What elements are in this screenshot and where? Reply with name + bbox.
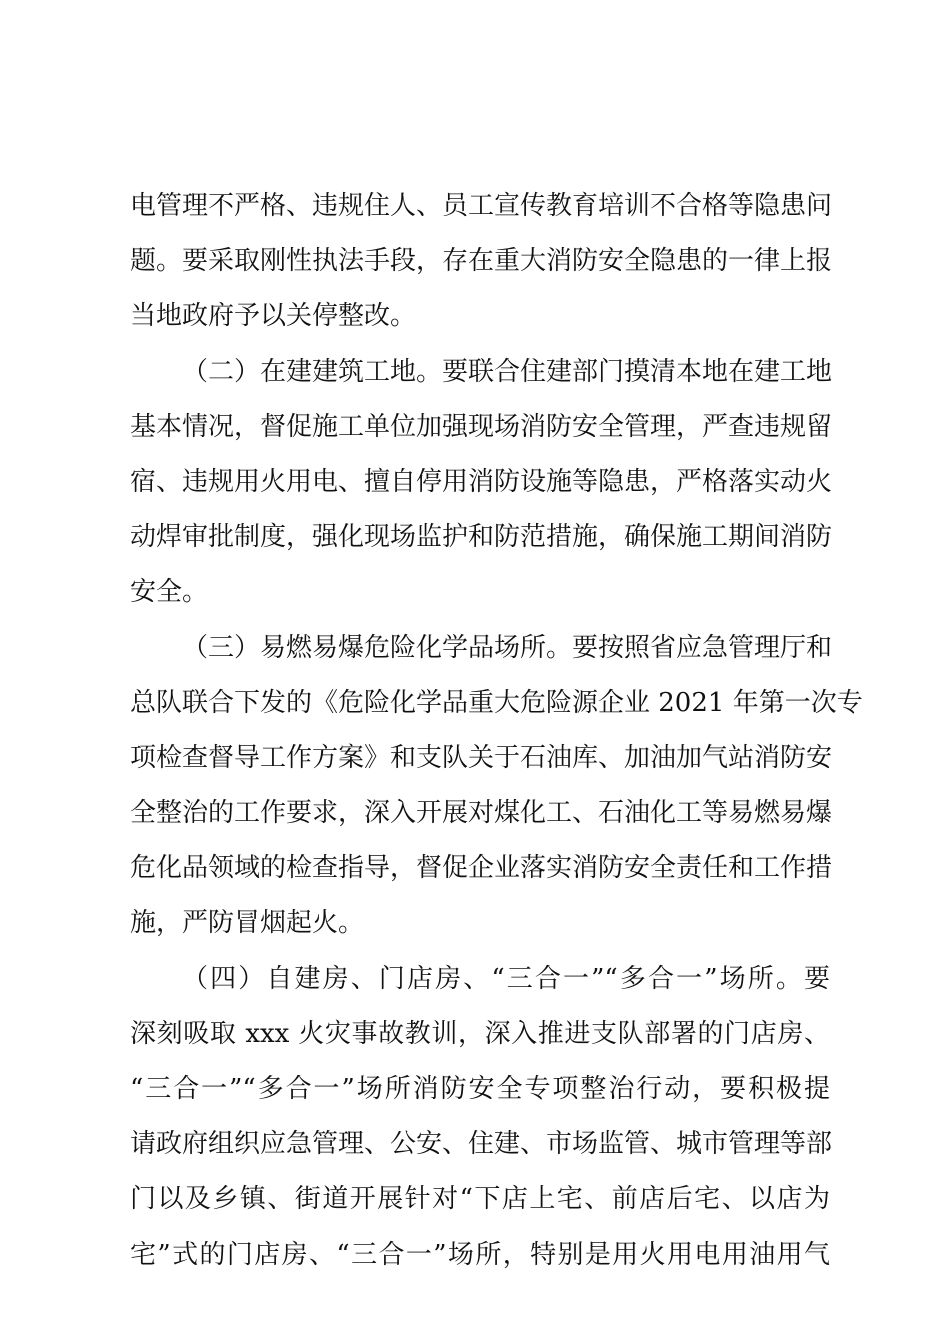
text-line: 请政府组织应急管理、公安、住建、市场监管、城市管理等部 — [130, 1129, 833, 1160]
text-line: 电管理不严格、违规住人、员工宣传教育培训不合格等隐患问 — [130, 191, 833, 221]
text-line: 项检查督导工作方案》和支队关于石油库、加油加气站消防安 — [130, 742, 833, 773]
text-line: 施，严防冒烟起火。 — [130, 908, 365, 939]
document-body — [130, 179, 863, 1283]
text-line: （二）在建建筑工地。要联合住建部门摸清本地在建工地 — [182, 356, 833, 387]
text-line: 门以及乡镇、街道开展针对“下店上宅、前店后宅、以店为 — [130, 1184, 830, 1215]
text-line: 安全。 — [130, 577, 209, 608]
text-line: 宅”式的门店房、“三合一”场所，特别是用火用电用油用气 — [130, 1239, 830, 1270]
text-line: “三合一”“多合一”场所消防安全专项整治行动，要积极提 — [130, 1074, 830, 1104]
text-line: 当地政府予以关停整改。 — [130, 301, 417, 332]
text-line: （四）自建房、门店房、“三合一”“多合一”场所。要 — [182, 963, 830, 994]
text-line: 题。要采取刚性执法手段，存在重大消防安全隐患的一律上报 — [130, 246, 833, 277]
text-line: 动焊审批制度，强化现场监护和防范措施，确保施工期间消防 — [130, 522, 833, 553]
text-line: 总队联合下发的《危险化学品重大危险源企业 2021 年第一次专 — [130, 687, 863, 718]
text-line: 深刻吸取 xxx 火灾事故教训，深入推进支队部署的门店房、 — [130, 1018, 830, 1049]
text-line: 全整治的工作要求，深入开展对煤化工、石油化工等易燃易爆 — [130, 798, 833, 829]
text-line: 宿、违规用火用电、擅自停用消防设施等隐患，严格落实动火 — [130, 466, 833, 497]
text-line: （三）易燃易爆危险化学品场所。要按照省应急管理厅和 — [182, 632, 833, 663]
text-line: 基本情况，督促施工单位加强现场消防安全管理，严查违规留 — [130, 411, 833, 442]
text-line: 危化品领域的检查指导，督促企业落实消防安全责任和工作措 — [130, 853, 833, 884]
